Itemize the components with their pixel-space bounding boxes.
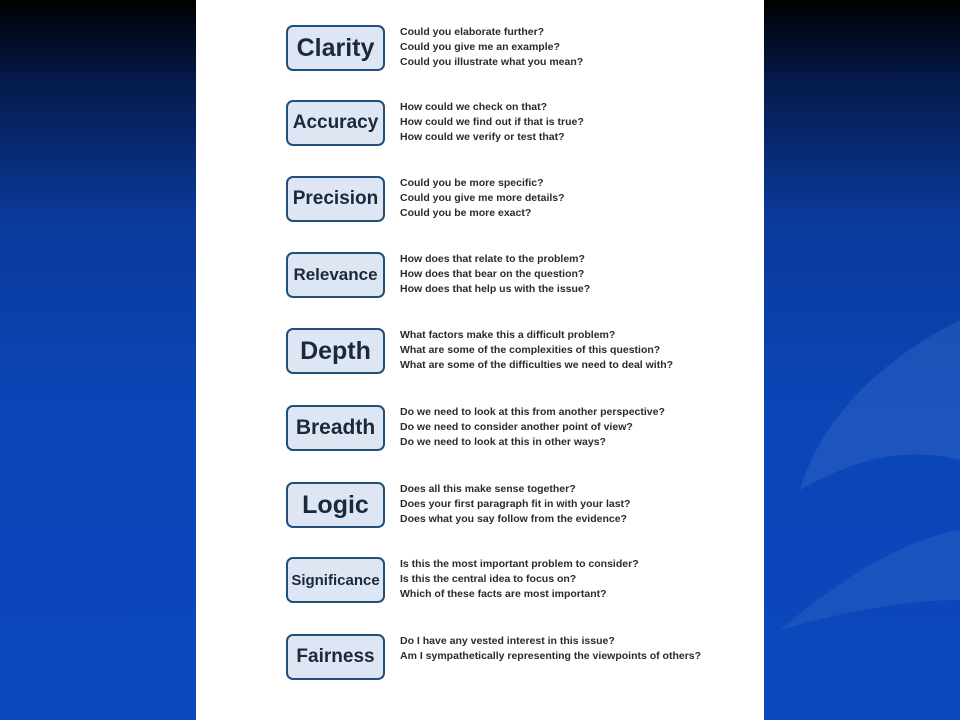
questions-breadth <box>400 405 760 450</box>
questions-clarity <box>400 25 760 70</box>
question-text: How does that bear on the question? <box>400 268 585 280</box>
questions-fairness <box>400 634 760 664</box>
question-text: How could we find out if that is true? <box>400 116 584 128</box>
standard-box-relevance: Relevance <box>286 252 385 298</box>
question-text: How does that help us with the issue? <box>400 283 591 295</box>
question-text: How could we verify or test that? <box>400 131 565 143</box>
questions-relevance <box>400 252 760 297</box>
questions-logic <box>400 482 760 527</box>
question-text: Do we need to look at this in other ways? <box>400 436 606 448</box>
standard-row-logic <box>286 482 756 532</box>
questions-significance <box>400 557 760 602</box>
question-text: What are some of the difficulties we need to deal with? <box>400 359 674 371</box>
standard-box-clarity: Clarity <box>286 25 385 71</box>
critical-thinking-standards-panel <box>196 0 764 720</box>
question-text: How could we check on that? <box>400 101 548 113</box>
question-text: Could you give me an example? <box>400 41 560 53</box>
standard-row-relevance <box>286 252 756 302</box>
question-text: Could you be more specific? <box>400 177 544 189</box>
questions-precision <box>400 176 760 221</box>
standard-row-accuracy <box>286 100 756 150</box>
standard-row-breadth <box>286 405 756 455</box>
question-text: Is this the central idea to focus on? <box>400 573 577 585</box>
question-text: Is this the most important problem to consider? <box>400 558 639 570</box>
question-text: Does your first paragraph fit in with your last? <box>400 498 631 510</box>
question-text: Could you give me more details? <box>400 192 565 204</box>
question-text: What are some of the complexities of this question? <box>400 344 661 356</box>
standard-box-precision: Precision <box>286 176 385 222</box>
questions-accuracy <box>400 100 760 145</box>
question-text: Could you be more exact? <box>400 207 532 219</box>
standard-box-fairness: Fairness <box>286 634 385 680</box>
standard-row-fairness <box>286 634 756 684</box>
question-text: Am I sympathetically representing the viewpoints of others? <box>400 650 702 662</box>
question-text: How does that relate to the problem? <box>400 253 585 265</box>
background-swoosh-decoration <box>760 300 960 720</box>
standard-box-accuracy: Accuracy <box>286 100 385 146</box>
question-text: Could you elaborate further? <box>400 26 545 38</box>
question-text: What factors make this a difficult problem? <box>400 329 616 341</box>
standard-row-clarity <box>286 25 756 75</box>
question-text: Does all this make sense together? <box>400 483 576 495</box>
question-text: Do we need to consider another point of view? <box>400 421 633 433</box>
standard-box-logic: Logic <box>286 482 385 528</box>
question-text: Could you illustrate what you mean? <box>400 56 584 68</box>
standard-row-precision <box>286 176 756 226</box>
standard-box-depth: Depth <box>286 328 385 374</box>
standard-row-depth <box>286 328 756 378</box>
standard-row-significance <box>286 557 756 607</box>
standard-box-significance: Significance <box>286 557 385 603</box>
question-text: Do I have any vested interest in this issue? <box>400 635 615 647</box>
questions-depth <box>400 328 760 373</box>
question-text: Does what you say follow from the evidence? <box>400 513 627 525</box>
question-text: Do we need to look at this from another perspective? <box>400 406 665 418</box>
standard-box-breadth: Breadth <box>286 405 385 451</box>
question-text: Which of these facts are most important? <box>400 588 607 600</box>
